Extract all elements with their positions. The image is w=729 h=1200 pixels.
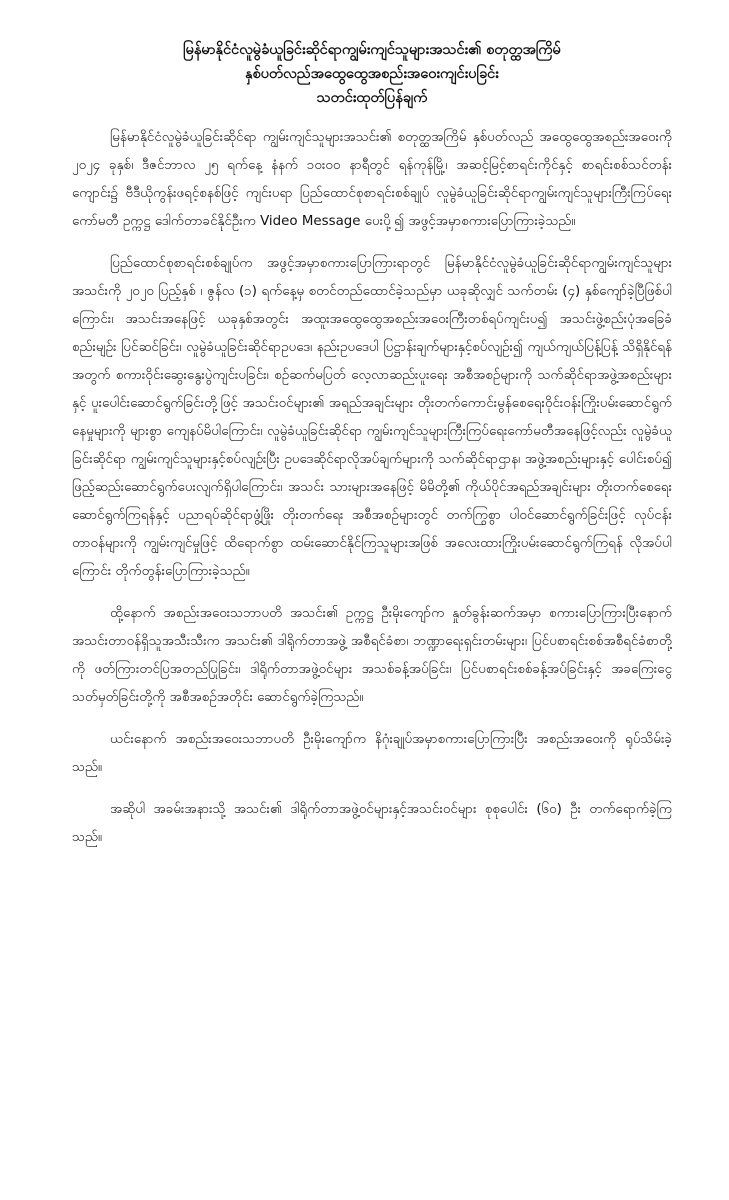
paragraph-closing-speech: ယင်းနောက် အစည်းအဝေးသဘာပတိ ဦးမိုးကျော်က နိဂုံးချုပ်အမှာစကားပြောကြားပြီး အစည်းအဝေးကို ရုပ်သိမ်းခဲ့သည်။ bbox=[72, 732, 672, 775]
paragraph-attendance: အဆိုပါ အခမ်းအနားသို့ အသင်း၏ ဒါရိုက်တာအဖွဲ့ဝင်များနှင့်အသင်းဝင်များ စုစုပေါင်း (၆၀) ဦး တက်ရောက်ခဲ့ကြသည်။ bbox=[72, 802, 672, 845]
document-body bbox=[72, 124, 672, 852]
document-title bbox=[72, 38, 672, 110]
paragraph-meeting-agenda: ထို့နောက် အစည်းအဝေးသဘာပတိ အသင်း၏ ဥက္ကဋ္ဌ ဦးမိုးကျော်က နှုတ်ခွန်းဆက်အမှာ စကားပြောကြားပြီးနောက် အသင်းတာဝန်ရှိသူအသီးသီးက အသင်း၏ ဒါရိုက်တာအဖွဲ့ အစီရင်ခံစာ၊ ဘဏ္ဍာရေးရှင်းတမ်းများ၊ ပြင်ပစာရင်းစစ်အစီရင်ခံစာတို့ကို ဖတ်ကြားတင်ပြအတည်ပြုခြင်း၊ ဒါရိုက်တာအဖွဲ့ဝင်များ အသစ်ခန့်အပ်ခြင်း၊ ပြင်ပစာရင်းစစ်ခန့်အပ်ခြင်းနှင့် အခကြေးငွေ သတ်မှတ်ခြင်းတို့ကို အစီအစဉ်အတိုင်း ဆောင်ရွက်ခဲ့ကြသည်။ bbox=[72, 606, 672, 705]
paragraph-auditor-general-speech: ပြည်ထောင်စုစာရင်းစစ်ချုပ်က အဖွင့်အမှာစကားပြောကြားရာတွင် မြန်မာနိုင်ငံလူမွဲခံယူခြင်းဆိုင်ရာကျွမ်းကျင်သူများအသင်းကို ၂၀၂၀ ပြည့်နှစ် ၊ ဇွန်လ (၁) ရက်နေ့မှ စတင်တည်ထောင်ခဲ့သည်မှာ ယခုဆိုလျှင် သက်တမ်း (၄) နှစ်ကျော်ခဲ့ပြီဖြစ်ပါကြောင်း၊ အသင်းအနေဖြင့် ယခုနှစ်အတွင်း အထူးအထွေထွေအစည်းအဝေးကြီးတစ်ရပ်ကျင်းပ၍ အသင်းဖွဲ့စည်းပုံအခြေခံစည်းမျဉ်း ပြင်ဆင်ခြင်း၊ လူမွဲခံယူခြင်းဆိုင်ရာဥပဒေ၊ နည်းဥပဒေပါ ပြဋ္ဌာန်းချက်များနှင့်စပ်လျဉ်း၍ ကျယ်ကျယ်ပြန့်ပြန့် သိရှိနိုင်ရန်အတွက် စကားဝိုင်းဆွေးနွေးပွဲကျင်းပခြင်း၊ စဉ်ဆက်မပြတ် လေ့လာဆည်းပူးရေး အစီအစဉ်များကို သက်ဆိုင်ရာအဖွဲ့အစည်းများနှင့် ပူးပေါင်းဆောင်ရွက်ခြင်းတို့ဖြင့် အသင်းဝင်များ၏ အရည်အချင်းများ တိုးတက်ကောင်းမွန်စေရေးဝိုင်းဝန်းကြိုးပမ်းဆောင်ရွက်နေမှုများကို များစွာ ကျေနပ်မိပါကြောင်း၊ လူမွဲခံယူခြင်းဆိုင်ရာ ကျွမ်းကျင်သူများကြီးကြပ်ရေးကော်မတီအနေဖြင့်လည်း လူမွဲခံယူခြင်းဆိုင်ရာ ကျွမ်းကျင်သူများနှင့်စပ်လျဉ်းပြီး ဥပဒေဆိုင်ရာလိုအပ်ချက်များကို သက်ဆိုင်ရာဌာန၊ အဖွဲ့အစည်းများနှင့် ပေါင်းစပ်၍ ဖြည့်ဆည်းဆောင်ရွက်ပေးလျက်ရှိပါကြောင်း၊ အသင်း သားများအနေဖြင့် မိမိတို့၏ ကိုယ်ပိုင်အရည်အချင်းများ တိုးတက်စေရေးဆောင်ရွက်ကြရန်နှင့် ပညာရပ်ဆိုင်ရာဖွံ့ဖြိုး တိုးတက်ရေး အစီအစဉ်များတွင် တက်ကြွစွာ ပါဝင်ဆောင်ရွက်ခြင်းဖြင့် လုပ်ငန်းတာဝန်များကို ကျွမ်းကျင်မှုဖြင့် ထိရောက်စွာ ထမ်းဆောင်နိုင်ကြသူများအဖြစ် အလေးထားကြိုးပမ်းဆောင်ရွက်ကြရန် လိုအပ်ပါကြောင်း တိုက်တွန်းပြောကြားခဲ့သည်။ bbox=[72, 256, 672, 579]
title-line-meeting: နှစ်ပတ်လည်အထွေထွေအစည်းအဝေးကျင်းပခြင်း bbox=[245, 66, 499, 82]
paragraph-opening: မြန်မာနိုင်ငံလူမွဲခံယူခြင်းဆိုင်ရာ ကျွမ်းကျင်သူများအသင်း၏ စတုတ္ထအကြိမ် နှစ်ပတ်လည် အထွေထွေအစည်းအဝေးကို ၂၀၂၄ ခုနှစ်၊ ဒီဇင်ဘာလ ၂၅ ရက်နေ့ နံနက် ၁၀း၀၀ နာရီတွင် ရန်ကုန်မြို့၊ အဆင့်မြင့်စာရင်းကိုင်နှင့် စာရင်းစစ်သင်တန်းကျောင်း၌ ဗီဒီယိုကွန်းဖရင့်စနစ်ဖြင့် ကျင်းပရာ ပြည်ထောင်စုစာရင်းစစ်ချုပ် လူမွဲခံယူခြင်းဆိုင်ရာကျွမ်းကျင်သူများကြီးကြပ်ရေးကော်မတီ ဥက္ကဋ္ဌ ဒေါက်တာခင်နိုင်ဦးက Video Message ပေးပို့၍ အဖွင့်အမှာစကားပြောကြားခဲ့သည်။ bbox=[72, 130, 672, 229]
press-release-page bbox=[72, 38, 672, 866]
title-line-association: မြန်မာနိုင်ငံလူမွဲခံယူခြင်းဆိုင်ရာကျွမ်းကျင်သူများအသင်း၏ စတုတ္ထအကြိမ် bbox=[183, 42, 561, 58]
title-line-press-release: သတင်းထုတ်ပြန်ချက် bbox=[316, 90, 428, 106]
